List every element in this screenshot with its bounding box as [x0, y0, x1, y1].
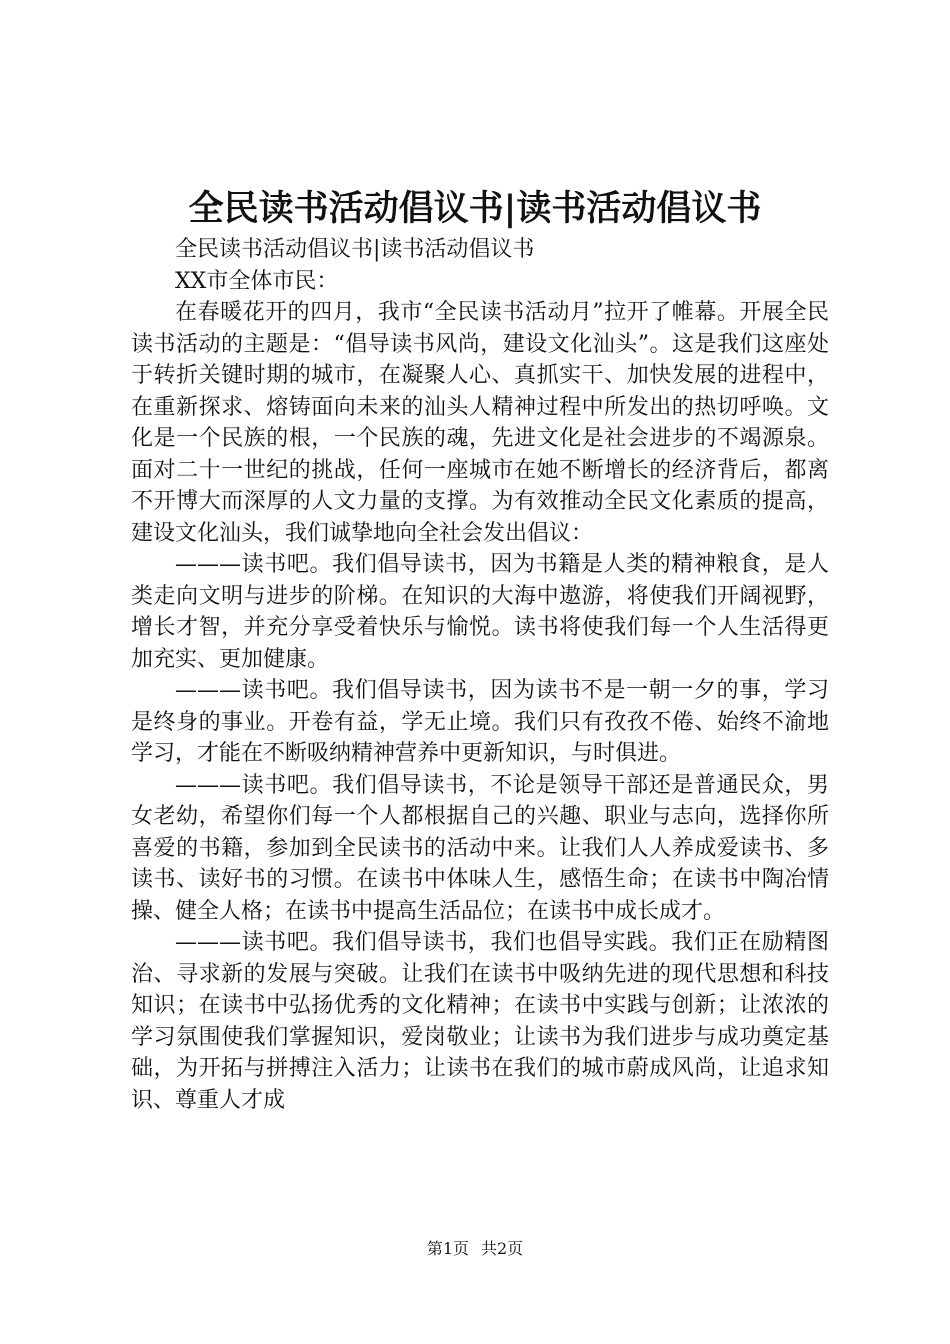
intro-paragraph: 在春暖花开的四月，我市“全民读书活动月”拉开了帷幕。开展全民读书活动的主题是：“倡导读书风尚，建设文化汕头”。这是我们这座处于转折关键时期的城市，在凝聚人心、真抓实干、加快发展的进程中，在重新探求、熔铸面向未来的汕头人精神过程中所发出的热切呼唤。文化是一个民族的根，一个民族的魂，先进文化是社会进步的不竭源泉。面对二十一世纪的挑战，任何一座城市在她不断增长的经济背后，都离不开博大而深厚的人文力量的支撑。为有效推动全民文化素质的提高，建设文化汕头，我们诚挚地向全社会发出倡议：	[131, 300, 829, 546]
salutation-paragraph: XX市全体市民：	[175, 268, 339, 294]
subtitle-paragraph: 全民读书活动倡议书|读书活动倡议书	[175, 237, 535, 262]
appeal-paragraph-2: ———读书吧。我们倡导读书，因为读书不是一朝一夕的事，学习是终身的事业。开卷有益，学无止境。我们只有孜孜不倦、始终不渝地学习，才能在不断吸纳精神营养中更新知识，与时俱进。	[131, 678, 829, 766]
document-body	[131, 234, 829, 1116]
page-number: 第1页	[426, 1239, 469, 1258]
page-footer	[0, 1238, 950, 1260]
document-title: 全民读书活动倡议书|读书活动倡议书	[188, 188, 762, 229]
appeal-paragraph-4: ———读书吧。我们倡导读书，我们也倡导实践。我们正在励精图治、寻求新的发展与突破。让我们在读书中吸纳先进的现代思想和科技知识；在读书中弘扬优秀的文化精神；在读书中实践与创新；让浓浓的学习氛围使我们掌握知识，爱岗敬业；让读书为我们进步与成功奠定基础，为开拓与拼搏注入活力；让读书在我们的城市蔚成风尚，让追求知识、尊重人才成	[131, 930, 829, 1113]
appeal-paragraph-1: ———读书吧。我们倡导读书，因为书籍是人类的精神粮食，是人类走向文明与进步的阶梯。在知识的大海中遨游，将使我们开阔视野，增长才智，并充分享受着快乐与愉悦。读书将使我们每一个人生活得更加充实、更加健康。	[131, 552, 829, 672]
page-total: 共2页	[481, 1239, 524, 1258]
appeal-paragraph-3: ———读书吧。我们倡导读书，不论是领导干部还是普通民众，男女老幼，希望你们每一个人都根据自己的兴趣、职业与志向，选择你所喜爱的书籍，参加到全民读书的活动中来。让我们人人养成爱读书、多读书、读好书的习惯。在读书中体味人生，感悟生命；在读书中陶冶情操、健全人格；在读书中提高生活品位；在读书中成长成才。	[131, 772, 829, 924]
